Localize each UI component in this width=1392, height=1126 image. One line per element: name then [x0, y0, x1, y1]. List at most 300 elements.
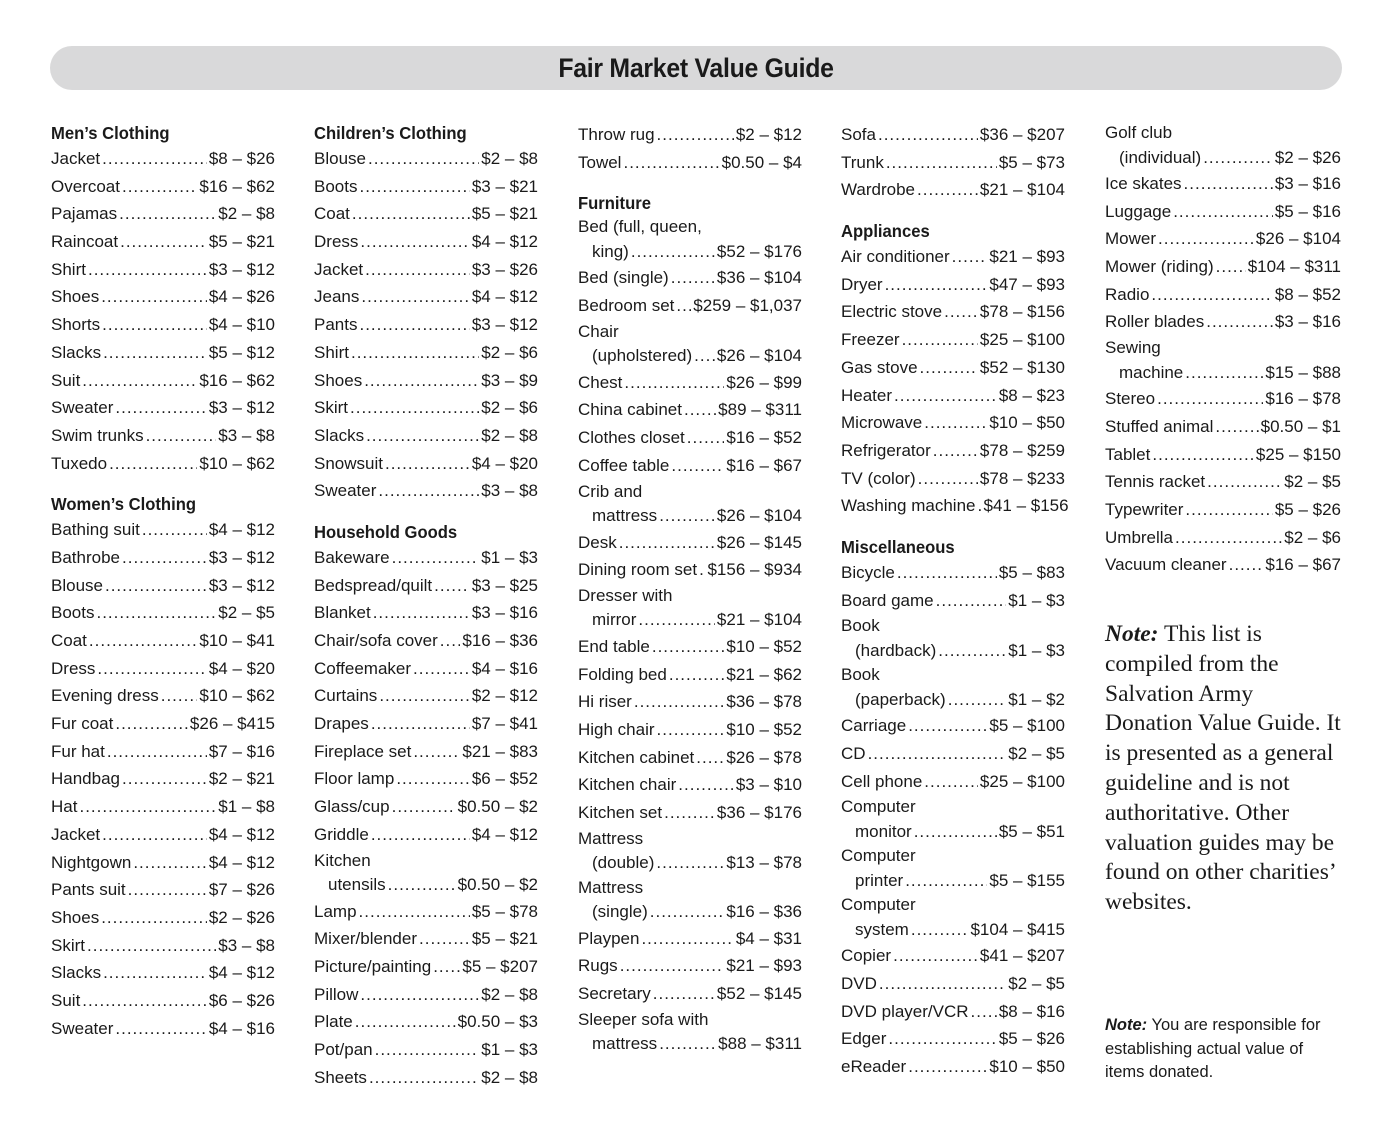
item-line — [314, 793, 538, 821]
list-item — [314, 738, 538, 766]
leader-dots — [433, 953, 460, 981]
item-line — [1105, 253, 1341, 281]
item-name: Carriage — [841, 716, 907, 736]
item-name: king) — [592, 241, 629, 261]
list-item — [841, 326, 1065, 354]
leader-dots — [659, 1032, 716, 1057]
item-name: Coffeemaker — [314, 658, 412, 678]
item-price: $5 – $12 — [208, 342, 275, 362]
item-line — [578, 149, 802, 177]
list-item — [578, 584, 802, 633]
leader-dots — [146, 422, 217, 450]
item-name: Pants — [314, 315, 358, 335]
item-name: Computer — [841, 895, 916, 915]
list-item — [51, 932, 275, 960]
leader-dots — [924, 409, 987, 437]
section — [578, 191, 802, 1056]
item-price: $3 – $16 — [471, 603, 538, 623]
note-text: You are responsible for establishing actual value of items donated. — [1105, 1016, 1321, 1081]
item-price: $21 – $104 — [979, 180, 1065, 200]
leader-dots — [88, 256, 207, 284]
leader-dots — [687, 424, 725, 452]
column-2 — [314, 121, 538, 1106]
leader-dots — [659, 504, 715, 529]
item-price: $2 – $5 — [1284, 472, 1341, 492]
list-item — [314, 572, 538, 600]
item-price: $7 – $26 — [208, 880, 275, 900]
item-name: Fur coat — [51, 714, 114, 734]
list-item — [51, 876, 275, 904]
item-name: Jacket — [51, 824, 101, 844]
item-line — [841, 688, 1065, 713]
leader-dots — [902, 326, 978, 354]
item-name: Pillow — [314, 984, 359, 1004]
list-item — [51, 450, 275, 478]
item-price: $78 – $259 — [979, 440, 1065, 460]
item-line — [51, 283, 275, 311]
item-price: $41 – $156 — [983, 496, 1069, 516]
list-item — [841, 298, 1065, 326]
list-item — [578, 452, 802, 480]
item-name: Handbag — [51, 769, 121, 789]
list-item — [314, 599, 538, 627]
item-name: Board game — [841, 590, 934, 610]
list-item — [578, 369, 802, 397]
item-price: $4 – $12 — [208, 963, 275, 983]
item-price: $52 – $176 — [716, 241, 802, 261]
item-name: Playpen — [578, 928, 640, 948]
item-price: $2 – $6 — [481, 398, 538, 418]
list-item — [314, 981, 538, 1009]
list-item — [578, 952, 802, 980]
item-name: (individual) — [1119, 147, 1202, 167]
item-name: Sweater — [314, 481, 377, 501]
item-line — [578, 980, 802, 1008]
item-price: $10 – $41 — [199, 631, 275, 650]
list-item — [578, 480, 802, 529]
item-line — [314, 981, 538, 1009]
item-line — [841, 1053, 1065, 1081]
leader-dots — [948, 688, 1007, 713]
leader-dots — [368, 145, 479, 173]
leader-dots — [413, 738, 460, 766]
item-line — [578, 529, 802, 557]
list-item — [1105, 308, 1341, 336]
leader-dots — [653, 980, 715, 1008]
item-price: $4 – $26 — [208, 287, 275, 307]
leader-dots — [878, 121, 978, 149]
section — [51, 492, 275, 1042]
item-name: utensils — [328, 875, 386, 894]
item-line — [314, 1008, 538, 1036]
item-line — [841, 121, 1065, 149]
list-item — [51, 849, 275, 877]
item-name: Mower (riding) — [1105, 257, 1214, 277]
section-heading: Children’s Clothing — [314, 123, 467, 143]
item-line — [841, 942, 1065, 970]
item-price: $26 – $99 — [726, 372, 802, 392]
item-line — [314, 145, 538, 173]
item-name: (single) — [592, 902, 648, 922]
item-price: $0.50 – $2 — [457, 797, 538, 817]
leader-dots — [87, 932, 216, 960]
item-price: $16 – $52 — [726, 428, 802, 448]
item-price: $2 – $5 — [1008, 744, 1065, 763]
item-price: $7 – $41 — [471, 714, 538, 734]
section — [841, 219, 1069, 520]
item-price: $8 – $23 — [998, 385, 1065, 405]
leader-dots — [355, 1008, 456, 1036]
item-price: $5 – $16 — [1274, 201, 1341, 221]
item-price: $259 – $1,037 — [693, 296, 802, 316]
list-item — [841, 492, 1069, 520]
item-line — [1105, 281, 1341, 309]
item-name: Bed (single) — [578, 268, 669, 288]
list-item — [841, 942, 1065, 970]
item-line — [578, 556, 802, 584]
list-item — [1105, 468, 1341, 496]
item-line — [1105, 468, 1341, 496]
item-name: Shoes — [51, 907, 100, 927]
leader-dots — [120, 228, 207, 256]
item-name: eReader — [841, 1057, 907, 1077]
list-item — [51, 793, 275, 821]
item-line — [578, 925, 802, 953]
item-price: $6 – $52 — [471, 769, 538, 789]
item-name: Floor lamp — [314, 769, 395, 789]
item-line — [578, 952, 802, 980]
item-name: Blouse — [314, 149, 366, 168]
page-title: Fair Market Value Guide — [558, 53, 834, 83]
leader-dots — [933, 437, 978, 465]
item-name: (paperback) — [855, 689, 946, 709]
leader-dots — [893, 942, 978, 970]
item-price: $41 – $207 — [979, 946, 1065, 966]
item-price: $8 – $26 — [208, 149, 275, 168]
list-item — [841, 382, 1065, 410]
item-price: $16 – $36 — [462, 631, 538, 650]
item-name: Sleeper sofa with — [578, 1009, 709, 1029]
list-item — [1105, 524, 1341, 552]
item-line — [1105, 413, 1341, 441]
item-price: $2 – $5 — [218, 603, 275, 623]
note-responsibility — [1105, 1014, 1345, 1085]
item-line — [51, 173, 275, 201]
list-item — [841, 1053, 1065, 1081]
list-item — [51, 367, 275, 395]
leader-dots — [908, 1053, 987, 1081]
item-line — [841, 176, 1065, 204]
item-price: $5 – $207 — [462, 956, 538, 976]
item-line — [578, 240, 802, 265]
section — [314, 520, 538, 1091]
list-item — [314, 228, 538, 256]
item-line — [51, 765, 275, 793]
item-line — [51, 682, 275, 710]
item-line — [578, 608, 802, 633]
leader-dots — [105, 572, 207, 600]
list-item — [578, 633, 802, 661]
item-line — [578, 452, 802, 480]
item-name: Kitchen chair — [578, 775, 677, 795]
item-name: Air conditioner — [841, 247, 950, 267]
list-item — [51, 283, 275, 311]
section — [314, 121, 538, 505]
item-line — [578, 344, 802, 369]
leader-dots — [79, 793, 216, 821]
item-line — [314, 283, 538, 311]
list-item — [578, 529, 802, 557]
item-name: Electric stove — [841, 302, 943, 322]
item-line — [841, 271, 1065, 299]
list-item — [841, 712, 1065, 740]
list-item — [1105, 225, 1341, 253]
item-name: Microwave — [841, 413, 923, 433]
item-line — [1105, 146, 1341, 171]
leader-dots — [886, 149, 997, 177]
item-name: Slacks — [51, 963, 102, 983]
leader-dots — [657, 716, 725, 744]
item-line — [841, 768, 1065, 796]
item-price: $26 – $104 — [716, 506, 802, 525]
item-price: $2 – $8 — [481, 1067, 538, 1087]
item-name: Crib and — [578, 481, 643, 501]
leader-dots — [638, 608, 715, 633]
item-price: $21 – $104 — [716, 610, 802, 630]
leader-dots — [1203, 146, 1273, 171]
item-price: $8 – $52 — [1274, 284, 1341, 304]
list-item — [841, 149, 1065, 177]
item-name: Griddle — [314, 824, 369, 844]
item-name: Tablet — [1105, 444, 1151, 464]
item-line — [51, 256, 275, 284]
item-price: $5 – $21 — [208, 232, 275, 252]
leader-dots — [971, 998, 997, 1026]
item-line — [841, 869, 1065, 894]
item-price: $3 – $8 — [481, 481, 538, 501]
item-name: Gas stove — [841, 357, 918, 377]
leader-dots — [885, 271, 988, 299]
column-1 — [51, 121, 275, 1057]
item-line — [314, 200, 538, 228]
list-item — [1105, 551, 1341, 579]
leader-dots — [879, 970, 1006, 998]
list-item — [314, 765, 538, 793]
item-line — [314, 873, 538, 898]
item-name: Mattress — [578, 877, 644, 897]
leader-dots — [678, 771, 734, 799]
item-price: $3 – $8 — [218, 935, 275, 955]
list-item — [841, 437, 1065, 465]
item-price: $16 – $67 — [726, 455, 802, 475]
item-price: $26 – $145 — [716, 532, 802, 552]
item-name: Freezer — [841, 330, 900, 350]
item-name: Skirt — [51, 935, 85, 955]
item-name: (hardback) — [855, 640, 937, 660]
item-name: Clothes closet — [578, 428, 685, 448]
list-item — [578, 716, 802, 744]
list-item — [51, 516, 275, 544]
list-item — [841, 587, 1065, 615]
list-item — [314, 450, 538, 478]
item-line — [51, 987, 275, 1015]
item-line — [314, 655, 538, 683]
item-price: $3 – $12 — [208, 547, 275, 567]
item-line — [841, 382, 1065, 410]
item-name: Bathing suit — [51, 520, 140, 540]
item-name: Tennis racket — [1105, 472, 1206, 492]
leader-dots — [369, 1064, 479, 1092]
item-name: Luggage — [1105, 201, 1172, 221]
leader-dots — [375, 1036, 480, 1064]
item-price: $4 – $16 — [208, 1018, 275, 1038]
item-price: $0.50 – $1 — [1260, 416, 1341, 436]
item-price: $5 – $73 — [998, 152, 1065, 172]
item-price: $3 – $26 — [471, 259, 538, 279]
leader-dots — [1206, 308, 1273, 336]
leader-dots — [911, 918, 969, 943]
leader-dots — [364, 367, 479, 395]
item-price: $16 – $67 — [1265, 555, 1341, 575]
item-name: (double) — [592, 853, 655, 873]
leader-dots — [664, 799, 715, 827]
list-item — [314, 1036, 538, 1064]
leader-dots — [694, 344, 715, 369]
leader-dots — [359, 311, 469, 339]
item-price: $78 – $156 — [979, 302, 1065, 322]
leader-dots — [1185, 361, 1263, 386]
item-name: Sofa — [841, 125, 876, 144]
list-item — [841, 663, 1065, 712]
list-item — [51, 339, 275, 367]
list-item — [1105, 281, 1341, 309]
list-item — [841, 740, 1065, 768]
item-name: Chair/sofa cover — [314, 631, 438, 650]
leader-dots — [102, 821, 207, 849]
item-price: $8 – $16 — [998, 1001, 1065, 1021]
list-item — [578, 925, 802, 953]
item-price: $4 – $10 — [208, 315, 275, 335]
item-price: $78 – $233 — [979, 468, 1065, 488]
item-line — [578, 688, 802, 716]
item-name: Sewing — [1105, 338, 1161, 358]
leader-dots — [107, 738, 207, 766]
item-line — [314, 821, 538, 849]
list-item — [51, 544, 275, 572]
item-line — [841, 998, 1065, 1026]
leader-dots — [89, 627, 197, 655]
item-price: $21 – $62 — [726, 664, 802, 684]
item-name: (upholstered) — [592, 346, 693, 366]
leader-dots — [1184, 170, 1273, 198]
section — [841, 121, 1065, 204]
list-item — [841, 970, 1065, 998]
item-price: $16 – $62 — [199, 176, 275, 196]
leader-dots — [366, 422, 479, 450]
item-line — [51, 450, 275, 478]
item-price: $3 – $16 — [1274, 312, 1341, 332]
item-price: $10 – $52 — [726, 719, 802, 739]
leader-dots — [119, 200, 216, 228]
list-item — [314, 311, 538, 339]
item-price: $2 – $12 — [471, 686, 538, 706]
item-price: $5 – $78 — [471, 901, 538, 921]
list-item — [51, 904, 275, 932]
item-line — [314, 339, 538, 367]
leader-dots — [936, 587, 1007, 615]
leader-dots — [133, 849, 206, 877]
item-price: $2 – $12 — [735, 125, 802, 144]
item-name: Evening dress — [51, 686, 159, 706]
item-line — [51, 367, 275, 395]
leader-dots — [360, 981, 479, 1009]
item-price: $6 – $26 — [208, 990, 275, 1010]
leader-dots — [96, 599, 216, 627]
item-name: Coat — [51, 631, 87, 650]
item-price: $3 – $16 — [1274, 174, 1341, 193]
item-price: $0.50 – $2 — [457, 875, 538, 894]
list-item — [578, 744, 802, 772]
item-price: $13 – $78 — [726, 853, 802, 873]
item-line — [841, 740, 1065, 768]
leader-dots — [350, 394, 479, 422]
list-item — [1105, 253, 1341, 281]
leader-dots — [624, 369, 724, 397]
item-name: Copier — [841, 946, 892, 966]
item-name: Kitchen — [314, 850, 371, 870]
item-price: $3 – $9 — [481, 370, 538, 390]
list-item — [841, 121, 1065, 149]
item-line — [841, 149, 1065, 177]
item-price: $5 – $155 — [989, 870, 1065, 890]
item-name: Sheets — [314, 1067, 367, 1087]
list-item — [51, 821, 275, 849]
item-price: $2 – $8 — [481, 425, 538, 445]
leader-dots — [378, 477, 479, 505]
list-item — [51, 738, 275, 766]
leader-dots — [82, 987, 207, 1015]
item-name: Book — [841, 665, 880, 685]
item-line — [841, 639, 1065, 664]
item-name: mattress — [592, 1034, 658, 1054]
item-line — [51, 339, 275, 367]
section — [578, 121, 802, 176]
item-price: $10 – $50 — [989, 413, 1065, 433]
item-name: Pot/pan — [314, 1039, 373, 1059]
list-item — [314, 544, 538, 572]
leader-dots — [101, 283, 207, 311]
list-item — [578, 827, 802, 876]
item-name: Curtains — [314, 686, 378, 706]
item-name: Lamp — [314, 901, 357, 921]
item-name: End table — [578, 636, 650, 656]
item-line — [314, 682, 538, 710]
item-name: Swim trunks — [51, 425, 144, 445]
list-item — [578, 1008, 802, 1057]
item-line — [578, 900, 802, 925]
item-line — [51, 394, 275, 422]
item-price: $15 – $88 — [1265, 362, 1341, 382]
item-line — [1105, 361, 1341, 386]
list-item — [314, 283, 538, 311]
list-item — [51, 959, 275, 987]
item-line — [578, 424, 802, 452]
note-label: Note: — [1105, 1016, 1148, 1034]
item-name: Folding bed — [578, 664, 667, 684]
note-text: This list is compiled from the Salvation Army Donation Value Guide. It is presented as a general guideline and is not authoritative. Other valuation guides may be found on other charities’ websites. — [1105, 621, 1341, 916]
item-name: Dress — [314, 232, 359, 252]
item-price: $88 – $311 — [718, 1034, 802, 1054]
